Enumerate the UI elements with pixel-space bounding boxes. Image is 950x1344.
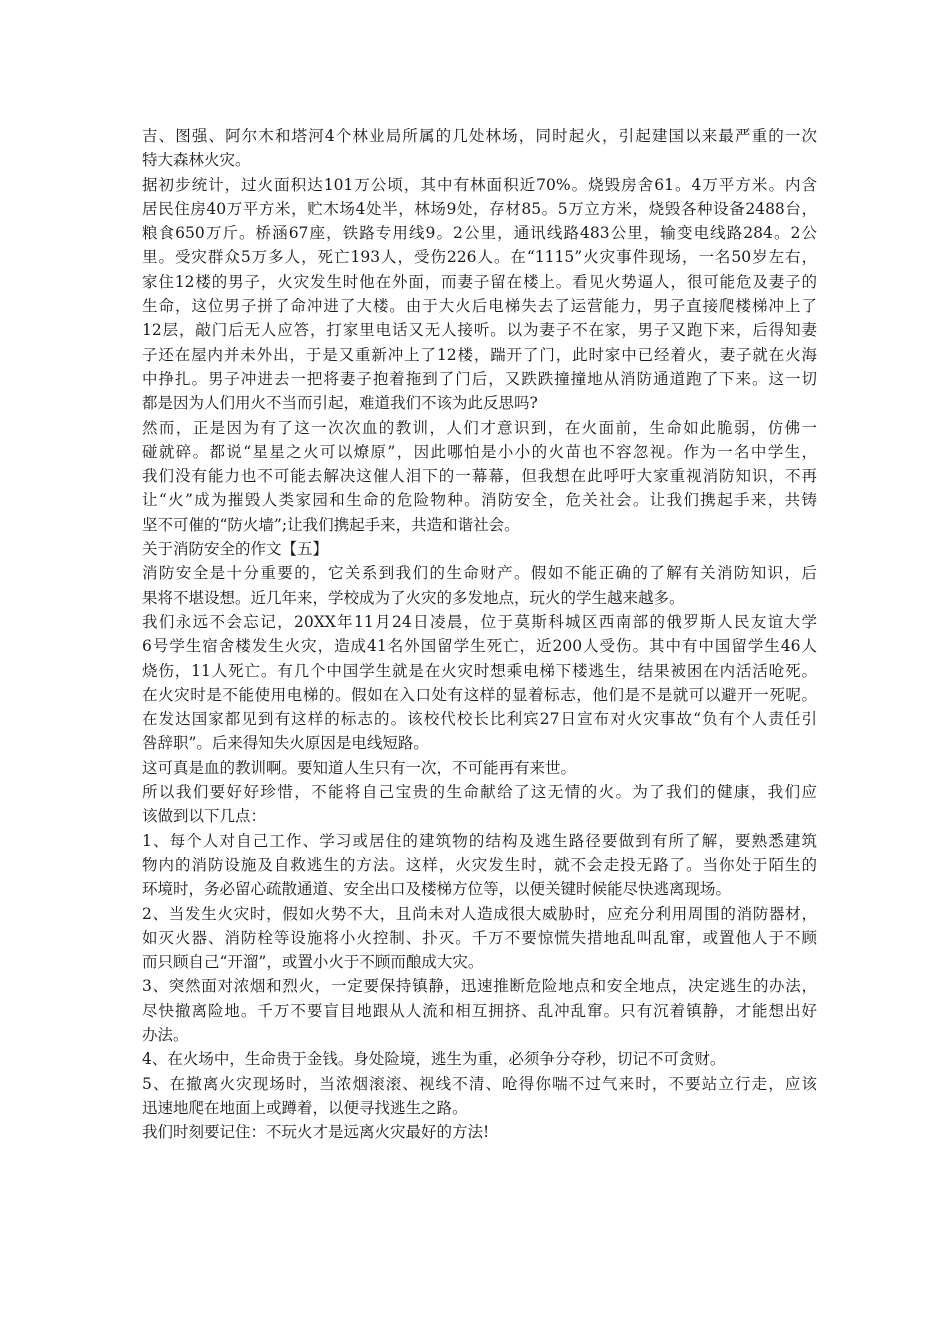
text-line: 吉、图强、阿尔木和塔河4个林业局所属的几处林场，同时起火，引起建国以来最严重的一次 bbox=[142, 127, 817, 145]
text-line: 中挣扎。男子冲进去一把将妻子抱着拖到了门后，又跌跌撞撞地从消防通道跑了下来。这一切 bbox=[142, 369, 817, 388]
text-line: 环境时，务必留心疏散通道、安全出口及楼梯方位等，以便关键时候能尽快逃离现场。 bbox=[142, 880, 732, 899]
text-line: 生命，这位男子拼了命冲进了大楼。由于大火后电梯失去了运营能力，男子直接爬楼梯冲上了 bbox=[142, 297, 817, 316]
text-line: 我们永远不会忘记，20XX年11月24日凌晨，位于莫斯科城区西南部的俄罗斯人民友谊大学 bbox=[142, 612, 817, 631]
text-line: 6号学生宿舍楼发生火灾，造成41名外国留学生死亡，近200人受伤。其中有中国留学生46人 bbox=[142, 637, 817, 656]
text-line: 我们时刻要记住：不玩火才是远离火灾最好的方法! bbox=[142, 1123, 490, 1142]
text-line: 12层，敲门后无人应答，打家里电话又无人接听。以为妻子不在家，男子又跑下来，后得知妻 bbox=[142, 321, 817, 340]
text-line: 咎辞职”。后来得知失火原因是电线短路。 bbox=[142, 734, 429, 753]
text-line: 所以我们要好好珍惜，不能将自己宝贵的生命献给了这无情的火。为了我们的健康，我们应 bbox=[142, 783, 817, 802]
text-line: 据初步统计，过火面积达101万公顷，其中有林面积近70%。烧毁房舍61。4万平方米。内含 bbox=[142, 175, 817, 194]
text-line: 这可真是血的教训啊。要知道人生只有一次，不可能再有来世。 bbox=[142, 758, 577, 777]
text-line: 居民住房40万平方米，贮木场4处半，林场9处，存材85。5万立方米，烧毁各种设备2488台， bbox=[142, 199, 817, 218]
text-line: 家住12楼的男子，火灾发生时他在外面，而妻子留在楼上。看见火势逼人，很可能危及妻子的 bbox=[142, 272, 817, 291]
text-line: 如灭火器、消防栓等设施将小火控制、扑灭。千万不要惊慌失措地乱叫乱窜，或置他人于不顾 bbox=[142, 928, 817, 947]
document-page bbox=[142, 124, 817, 1144]
text-line: 该做到以下几点： bbox=[142, 807, 267, 826]
text-line: 都是因为人们用火不当而引起，难道我们不该为此反思吗? bbox=[142, 394, 538, 413]
text-line: 果将不堪设想。近几年来，学校成为了火灾的多发地点，玩火的学生越来越多。 bbox=[142, 588, 685, 607]
essay-body bbox=[142, 124, 817, 1144]
text-line: 子还在屋内并未外出，于是又重新冲上了12楼，踹开了门，此时家中已经着火，妻子就在火海 bbox=[142, 345, 817, 364]
text-line: 特大森林火灾。 bbox=[142, 151, 251, 170]
text-line: 迅速地爬在地面上或蹲着，以便寻找逃生之路。 bbox=[142, 1098, 468, 1117]
text-line: 在发达国家都见到有这样的标志的。该校代校长比利宾27日宣布对火灾事故“负有个人责任引 bbox=[142, 710, 817, 729]
text-line: 关于消防安全的作文【五】 bbox=[142, 540, 329, 559]
text-line: 里。受灾群众5万多人，死亡193人，受伤226人。在“1115”火灾事件现场，一名50岁左右， bbox=[142, 248, 817, 267]
text-line: 3、突然面对浓烟和烈火，一定要保持镇静，迅速推断危险地点和安全地点，决定逃生的办法， bbox=[142, 977, 817, 996]
text-line: 粮食650万斤。桥涵67座，铁路专用线9。2公里，通讯线路483公里，输变电线路284。2公 bbox=[142, 224, 817, 243]
text-line: 而只顾自己“开溜”，或置小火于不顾而酿成大灾。 bbox=[142, 953, 484, 972]
text-line: 物内的消防设施及自救逃生的方法。这样，火灾发生时，就不会走投无路了。当你处于陌生的 bbox=[142, 855, 817, 874]
text-line: 4、在火场中，生命贵于金钱。身处险境，逃生为重，必须争分夺秒，切记不可贪财。 bbox=[142, 1050, 726, 1069]
text-line: 在火灾时是不能使用电梯的。假如在入口处有这样的显着标志，他们是不是就可以避开一死呢。 bbox=[142, 685, 817, 704]
text-line: 尽快撤离险地。千万不要盲目地跟从人流和相互拥挤、乱冲乱窜。只有沉着镇静，才能想出好 bbox=[142, 1001, 817, 1020]
text-line: 2、当发生火灾时，假如火势不大，且尚未对人造成很大威胁时，应充分利用周围的消防器材， bbox=[142, 904, 817, 923]
text-line: 烧伤，11人死亡。有几个中国学生就是在火灾时想乘电梯下楼逃生，结果被困在内活活呛死。 bbox=[142, 661, 817, 680]
text-line: 坚不可催的“防火墙”;让我们携起手来，共造和谐社会。 bbox=[142, 515, 520, 534]
text-line: 5、在撤离火灾现场时，当浓烟滚滚、视线不清、呛得你喘不过气来时，不要站立行走，应该 bbox=[142, 1074, 817, 1093]
text-line: 碰就碎。都说“星星之火可以燎原”，因此哪怕是小小的火苗也不容忽视。作为一名中学生， bbox=[142, 442, 817, 461]
text-line: 然而，正是因为有了这一次次血的教训，人们才意识到，在火面前，生命如此脆弱，仿佛一 bbox=[142, 418, 817, 437]
text-line: 我们没有能力也不可能去解决这催人泪下的一幕幕，但我想在此呼吁大家重视消防知识，不再 bbox=[142, 467, 817, 486]
text-line: 消防安全是十分重要的，它关系到我们的生命财产。假如不能正确的了解有关消防知识，后 bbox=[142, 564, 817, 583]
text-line: 1、每个人对自己工作、学习或居住的建筑物的结构及逃生路径要做到有所了解，要熟悉建筑 bbox=[142, 831, 817, 850]
text-line: 让“火”成为摧毁人类家园和生命的危险物种。消防安全，危关社会。让我们携起手来，共铸 bbox=[142, 491, 817, 510]
text-line: 办法。 bbox=[142, 1025, 189, 1044]
